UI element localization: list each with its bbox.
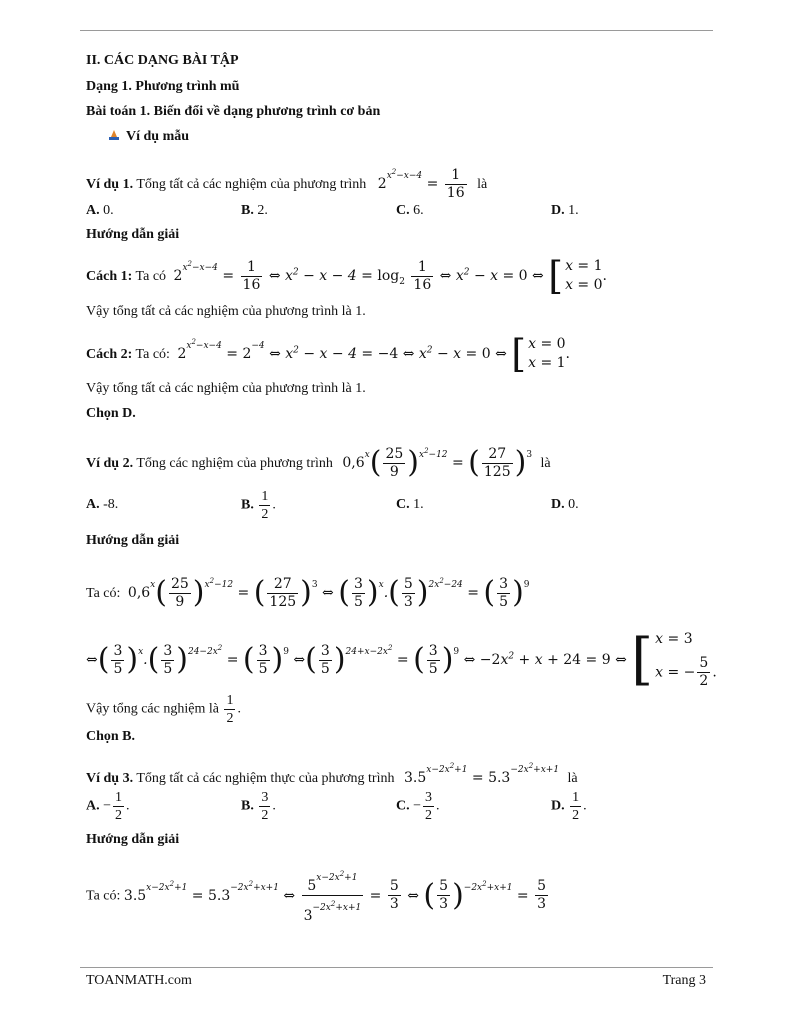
- example-1-method-2: Cách 2: Ta có: $2^{x^2-x-4} = 2^{-4}$ ⇔ $x^2 - x - 4 = -4$ ⇔ $x^2 - x = 0$ ⇔ [ x = 0 x = 1 .: [86, 332, 570, 376]
- example-2-step-2-math: ⇔( $\frac{3}{5}$ )$^x$.( $\frac{3}{5}$ )$^{24-2x^2}$ = ( $\frac{3}{5}$ )$^9$ ⇔( $\frac{3}{5}$ )$^{24+x-2x^2}$ = ( $\frac{3}{5}$ )$^9$ ⇔ $-2x^2 + x + 24 = 9$ ⇔ [ x = 3 x = − $\frac{5}{2}$ .: [86, 627, 717, 692]
- example-1-question: Ví dụ 1. Tổng tất cả các nghiệm của phương trình $2^{x^2-x-4}$ = $\frac{1}{16}$ là: [86, 166, 488, 201]
- example-3-option-c[interactable]: C. − $\frac{3}{2}$ .: [396, 790, 440, 823]
- example-1-solution-heading: Hướng dẫn giải: [86, 227, 180, 242]
- example-2-option-d[interactable]: D. 0.: [551, 497, 579, 512]
- section-title: II. CÁC DẠNG BÀI TẬP: [86, 53, 239, 68]
- example-3-solution-heading: Hướng dẫn giải: [86, 832, 180, 847]
- example-3-equation: $3.5^{x-2x^2+1} = 5.3^{-2x^2+x+1}$: [404, 762, 560, 786]
- example-1-conclusion-2: Vậy tổng tất cả các nghiệm của phương trình là 1.: [86, 381, 366, 396]
- example-1-conclusion-1: Vậy tổng tất cả các nghiệm của phương trình là 1.: [86, 304, 366, 319]
- example-3-question: Ví dụ 3. Tổng tất cả các nghiệm thực của phương trình $3.5^{x-2x^2+1} = 5.3^{-2x^2+x+1}$ là: [86, 762, 578, 786]
- example-1-equation: $2^{x^2-x-4}$ = $\frac{1}{16}$: [377, 166, 465, 201]
- top-rule: [80, 30, 713, 31]
- example-1-option-d[interactable]: D. 1.: [551, 203, 579, 218]
- example-2-step-1: Ta có: 0,6$^x$( $\frac{25}{9}$ )$^{x^2-12}$ = ( $\frac{27}{125}$ )$^3$ ⇔ ( $\frac{3}{5}$ )$^x$.( $\frac{5}{3}$ )$^{2x^2-24}$ = ( $\frac{3}{5}$ )$^9$: [86, 575, 530, 610]
- example-1-answer: Chọn D.: [86, 406, 136, 421]
- example-2-option-c[interactable]: C. 1.: [396, 497, 424, 512]
- example-2-option-a[interactable]: A. -8.: [86, 497, 119, 512]
- example-2-equation: 0,6$^x$( $\frac{25}{9}$ )$^{x^2-12}$ = ( $\frac{27}{125}$ )$^3$: [342, 445, 533, 480]
- example-2-answer: Chọn B.: [86, 729, 136, 744]
- example-2-option-b[interactable]: B. $\frac{1}{2}$ .: [241, 489, 276, 522]
- example-3-option-a[interactable]: A. − $\frac{1}{2}$ .: [86, 790, 130, 823]
- example-1-method-1: Cách 1: Ta có $2^{x^2-x-4}$ = $\frac{1}{16}$ ⇔ $x^2 - x - 4 = \log_2$ $\frac{1}{16}$ ⇔ $x^2 - x = 0$ ⇔ [ x = 1 x = 0 .: [86, 254, 607, 298]
- example-2-step-2: [86, 627, 717, 692]
- problem-heading: Bài toán 1. Biến đổi về dạng phương trình cơ bản: [86, 104, 381, 119]
- footer-site: TOANMATH.com: [86, 973, 192, 988]
- pencil-bullet-icon: [108, 129, 120, 141]
- method-2-derivation: $2^{x^2-x-4} = 2^{-4}$ ⇔ $x^2 - x - 4 = -4$ ⇔ $x^2 - x = 0$ ⇔ [ x = 0 x = 1 .: [177, 332, 570, 376]
- example-3-option-d[interactable]: D. $\frac{1}{2}$ .: [551, 790, 587, 823]
- type-heading: Dạng 1. Phương trình mũ: [86, 79, 240, 94]
- example-3-option-b[interactable]: B. $\frac{3}{2}$ .: [241, 790, 276, 823]
- examples-heading: Ví dụ mẫu: [108, 128, 189, 146]
- example-1-option-c[interactable]: C. 6.: [396, 203, 424, 218]
- example-2-question: Ví dụ 2. Tổng các nghiệm của phương trình 0,6$^x$( $\frac{25}{9}$ )$^{x^2-12}$ = ( $\frac{27}{125}$ )$^3$ là: [86, 445, 551, 480]
- footer-rule: [80, 967, 713, 968]
- example-2-conclusion: Vậy tổng các nghiệm là $\frac{1}{2}$ .: [86, 693, 241, 726]
- footer-page-number: Trang 3: [662, 973, 706, 988]
- example-3-step-1: Ta có: $3.5^{x-2x^2+1} = 5.3^{-2x^2+x+1}$ ⇔ $\frac{5^{x-2x^2+1}}{3^{-2x^2+x+1}}$ = $\frac{5}{3}$ ⇔ ( $\frac{5}{3}$ )$^{-2x^2+x+1}$ = $\frac{5}{3}$: [86, 866, 550, 925]
- method-1-derivation: $2^{x^2-x-4}$ = $\frac{1}{16}$ ⇔ $x^2 - x - 4 = \log_2$ $\frac{1}{16}$ ⇔ $x^2 - x = 0$ ⇔ [ x = 1 x = 0 .: [173, 254, 607, 298]
- example-2-solution-heading: Hướng dẫn giải: [86, 533, 180, 548]
- example-2-step-1-math: 0,6$^x$( $\frac{25}{9}$ )$^{x^2-12}$ = ( $\frac{27}{125}$ )$^3$ ⇔ ( $\frac{3}{5}$ )$^x$.( $\frac{5}{3}$ )$^{2x^2-24}$ = ( $\frac{3}{5}$ )$^9$: [127, 575, 530, 610]
- example-1-option-a[interactable]: A. 0.: [86, 203, 114, 218]
- example-1-option-b[interactable]: B. 2.: [241, 203, 268, 218]
- example-2-conclusion-fraction: $\frac{1}{2}$: [226, 693, 234, 726]
- example-3-step-1-math: $3.5^{x-2x^2+1} = 5.3^{-2x^2+x+1}$ ⇔ $\frac{5^{x-2x^2+1}}{3^{-2x^2+x+1}}$ = $\frac{5}{3}$ ⇔ ( $\frac{5}{3}$ )$^{-2x^2+x+1}$ = $\frac{5}{3}$: [124, 888, 550, 904]
